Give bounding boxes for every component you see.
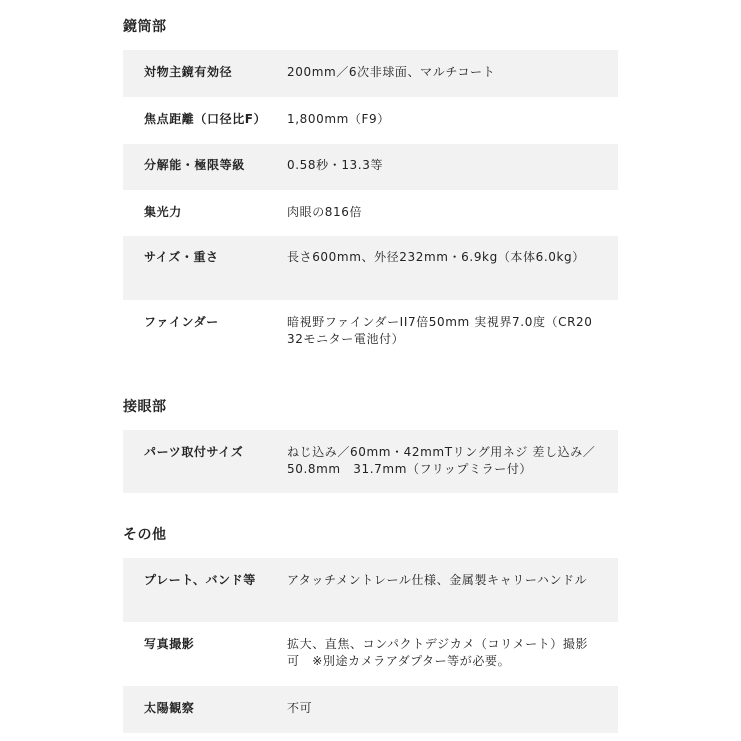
- section-title: 鏡筒部: [123, 19, 167, 35]
- spec-label: 集光力: [144, 205, 182, 219]
- spec-row: [123, 558, 618, 622]
- spec-label: パーツ取付サイズ: [144, 445, 244, 459]
- spec-row: [123, 97, 618, 144]
- spec-label: 写真撮影: [144, 637, 195, 651]
- spec-table: [123, 50, 618, 364]
- spec-label: 太陽観察: [144, 701, 195, 715]
- spec-row: [123, 236, 618, 300]
- spec-row: [123, 300, 618, 364]
- spec-label: 焦点距離（口径比F）: [144, 112, 267, 126]
- section-title: その他: [123, 527, 167, 543]
- spec-label: サイズ・重さ: [144, 250, 219, 264]
- spec-label: プレート、バンド等: [144, 573, 256, 587]
- spec-row: [123, 622, 618, 686]
- spec-row: [123, 50, 618, 97]
- section-title: 接眼部: [123, 399, 167, 415]
- spec-value: 暗視野ファインダーII7倍50mm 実視界7.0度（CR2032モニター電池付）: [287, 315, 593, 346]
- spec-row: [123, 190, 618, 236]
- spec-label: ファインダー: [144, 315, 219, 329]
- spec-label: 分解能・極限等級: [144, 158, 245, 172]
- spec-table: [123, 430, 618, 493]
- spec-row: [123, 144, 618, 190]
- section-tube: [123, 18, 618, 346]
- spec-value: 肉眼の816倍: [287, 205, 363, 219]
- spec-value: 長さ600mm、外径232mm・6.9kg（本体6.0kg）: [287, 250, 585, 264]
- spec-value: ねじ込み／60mm・42mmTリング用ネジ 差し込み／50.8mm 31.7mm（フリップミラー付）: [287, 445, 596, 476]
- section-eyepiece: [123, 398, 618, 476]
- spec-label: 対物主鏡有効径: [144, 65, 233, 79]
- spec-row: [123, 430, 618, 493]
- spec-value: 不可: [287, 701, 313, 715]
- spec-value: 1,800mm（F9）: [287, 112, 390, 126]
- spec-value: 0.58秒・13.3等: [287, 158, 384, 172]
- spec-value: アタッチメントレール仕様、金属製キャリーハンドル: [287, 573, 588, 587]
- spec-row: [123, 686, 618, 733]
- section-other: [123, 526, 618, 715]
- spec-value: 200mm／6次非球面、マルチコート: [287, 65, 496, 79]
- spec-table: [123, 558, 618, 733]
- spec-value: 拡大、直焦、コンパクトデジカメ（コリメート）撮影可 ※別途カメラアダプター等が必要。: [287, 637, 589, 668]
